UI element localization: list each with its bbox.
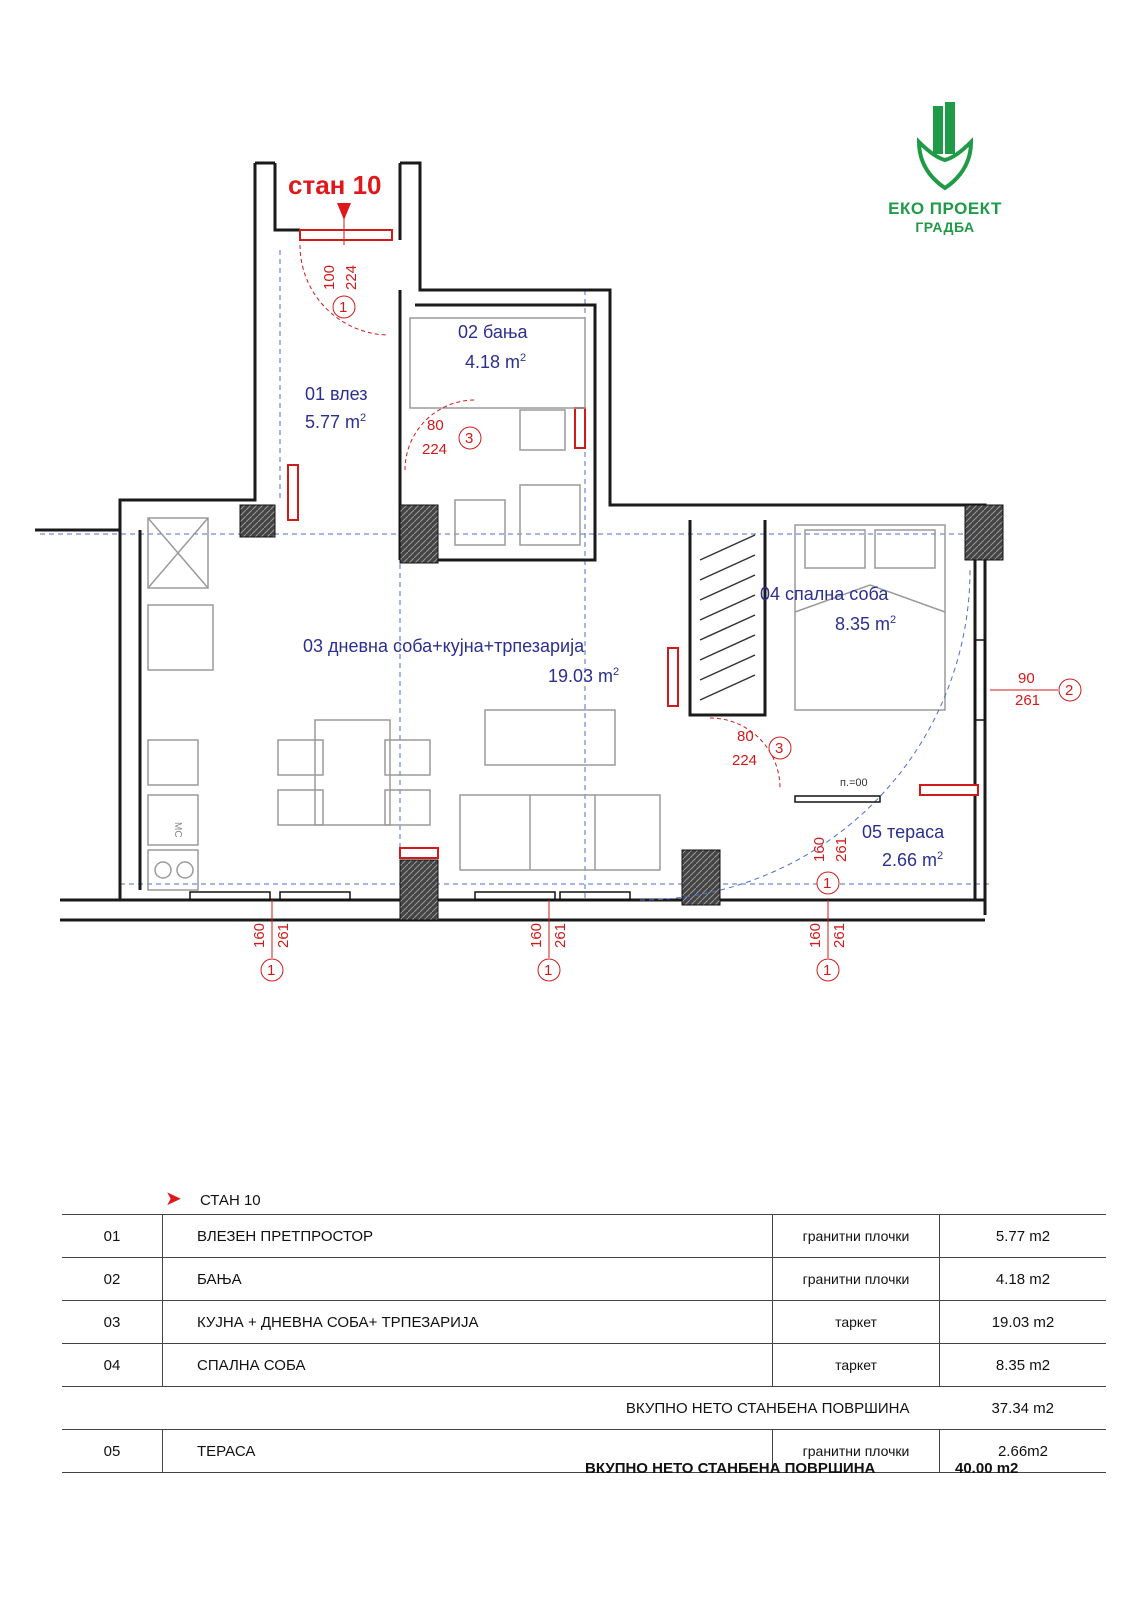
room-label-terrace: 05 тераса: [862, 822, 945, 842]
row-name: БАЊА: [163, 1258, 773, 1301]
row-number: 01: [62, 1215, 163, 1258]
svg-text:100: 100: [321, 264, 338, 290]
svg-text:2: 2: [1065, 682, 1074, 699]
svg-text:1: 1: [823, 962, 832, 979]
svg-text:3: 3: [775, 740, 784, 757]
row-material: таркет: [773, 1301, 940, 1344]
room-label-living: 03 дневна соба+кујна+трпезарија: [303, 636, 585, 656]
table-title-text: СТАН 10: [199, 1192, 261, 1209]
opening-bedroom-door: [732, 728, 791, 769]
row-material: таркет: [773, 1344, 940, 1387]
svg-text:160: 160: [807, 922, 824, 948]
opening-bedroom-window: [990, 670, 1081, 709]
svg-text:90: 90: [1018, 670, 1035, 687]
room-label-bath: 02 бања: [458, 322, 528, 342]
svg-text:224: 224: [732, 752, 758, 769]
svg-text:1: 1: [823, 875, 832, 892]
logo-name: ЕКО ПРОЕКТ: [888, 199, 1002, 218]
row-area: 5.77 m2: [940, 1215, 1107, 1258]
row-name: СПАЛНА СОБА: [163, 1344, 773, 1387]
room-area-terrace: 2.66 $m^2$: [882, 850, 944, 870]
room-schedule-table: [62, 1214, 1106, 1473]
svg-text:1: 1: [267, 962, 276, 979]
svg-text:1: 1: [544, 962, 553, 979]
room-area-living: 19.03 $m^2$: [548, 666, 620, 686]
row-area: 19.03 m2: [940, 1301, 1107, 1344]
total-value: 40.00 m2: [955, 1460, 1019, 1477]
logo-subtitle: ГРАДБА: [915, 219, 975, 235]
table-row: [62, 1215, 1106, 1258]
svg-text:261: 261: [552, 922, 569, 948]
row-number: 02: [62, 1258, 163, 1301]
opening-window-2: [528, 900, 569, 981]
row-area: 8.35 m2: [940, 1344, 1107, 1387]
row-number: 04: [62, 1344, 163, 1387]
wardrobe: [700, 535, 755, 700]
opening-terrace-door: [811, 837, 850, 894]
svg-text:160: 160: [811, 836, 828, 862]
table-row: [62, 1430, 1106, 1473]
row-material: гранитни плочки: [773, 1430, 940, 1473]
room-label-entry: 01 влез: [305, 384, 368, 404]
row-material: гранитни плочки: [773, 1258, 940, 1301]
opening-entry-door: [321, 265, 360, 318]
room-area-bedroom: 8.35 $m^2$: [835, 614, 897, 634]
opening-window-3: [807, 900, 848, 981]
svg-text:224: 224: [422, 441, 448, 458]
door-swings: [300, 245, 780, 788]
table-row: [62, 1301, 1106, 1344]
svg-text:160: 160: [528, 922, 545, 948]
table-row: [62, 1258, 1106, 1301]
svg-text:3: 3: [465, 430, 474, 447]
subtotal-value: 37.34 m2: [940, 1387, 1107, 1430]
svg-text:261: 261: [833, 836, 850, 862]
room-area-bath: 4.18 $m^2$: [465, 352, 527, 372]
svg-text:261: 261: [275, 922, 292, 948]
furniture: [148, 318, 945, 890]
apartment-label: стан 10: [288, 170, 382, 200]
level-mark: п.=00: [840, 777, 868, 789]
subtotal-row: [62, 1387, 1106, 1430]
opening-window-1: [251, 900, 292, 981]
svg-text:80: 80: [427, 417, 444, 434]
room-area-entry: 5.77 $m^2$: [305, 412, 367, 432]
company-logo: [870, 100, 1020, 235]
subtotal-label: ВКУПНО НЕТО СТАНБЕНА ПОВРШИНА: [62, 1387, 940, 1430]
row-area: 4.18 m2: [940, 1258, 1107, 1301]
table-title: [165, 1186, 261, 1211]
svg-text:160: 160: [251, 922, 268, 948]
arrow-right-icon: ➤: [165, 1188, 182, 1210]
svg-text:1: 1: [339, 299, 348, 316]
row-area: 2.66m2: [940, 1430, 1107, 1473]
row-number: 03: [62, 1301, 163, 1344]
building-leaf-icon: [909, 100, 981, 192]
room-label-bedroom: 04 спална соба: [760, 584, 889, 604]
total-label: ВКУПНО НЕТО СТАНБЕНА ПОВРШИНА: [585, 1460, 876, 1477]
table-row: [62, 1344, 1106, 1387]
svg-text:261: 261: [831, 922, 848, 948]
row-material: гранитни плочки: [773, 1215, 940, 1258]
row-number: 05: [62, 1430, 163, 1473]
svg-text:80: 80: [737, 728, 754, 745]
opening-bath-door: [422, 417, 481, 458]
kitchen-mark: MC: [172, 822, 183, 838]
row-name: ТЕРАСА: [163, 1430, 773, 1473]
svg-text:261: 261: [1015, 692, 1041, 709]
row-name: ВЛЕЗЕН ПРЕТПРОСТОР: [163, 1215, 773, 1258]
svg-text:224: 224: [343, 264, 360, 290]
walls: [35, 163, 985, 920]
row-name: КУЈНА + ДНЕВНА СОБА+ ТРПЕЗАРИЈА: [163, 1301, 773, 1344]
